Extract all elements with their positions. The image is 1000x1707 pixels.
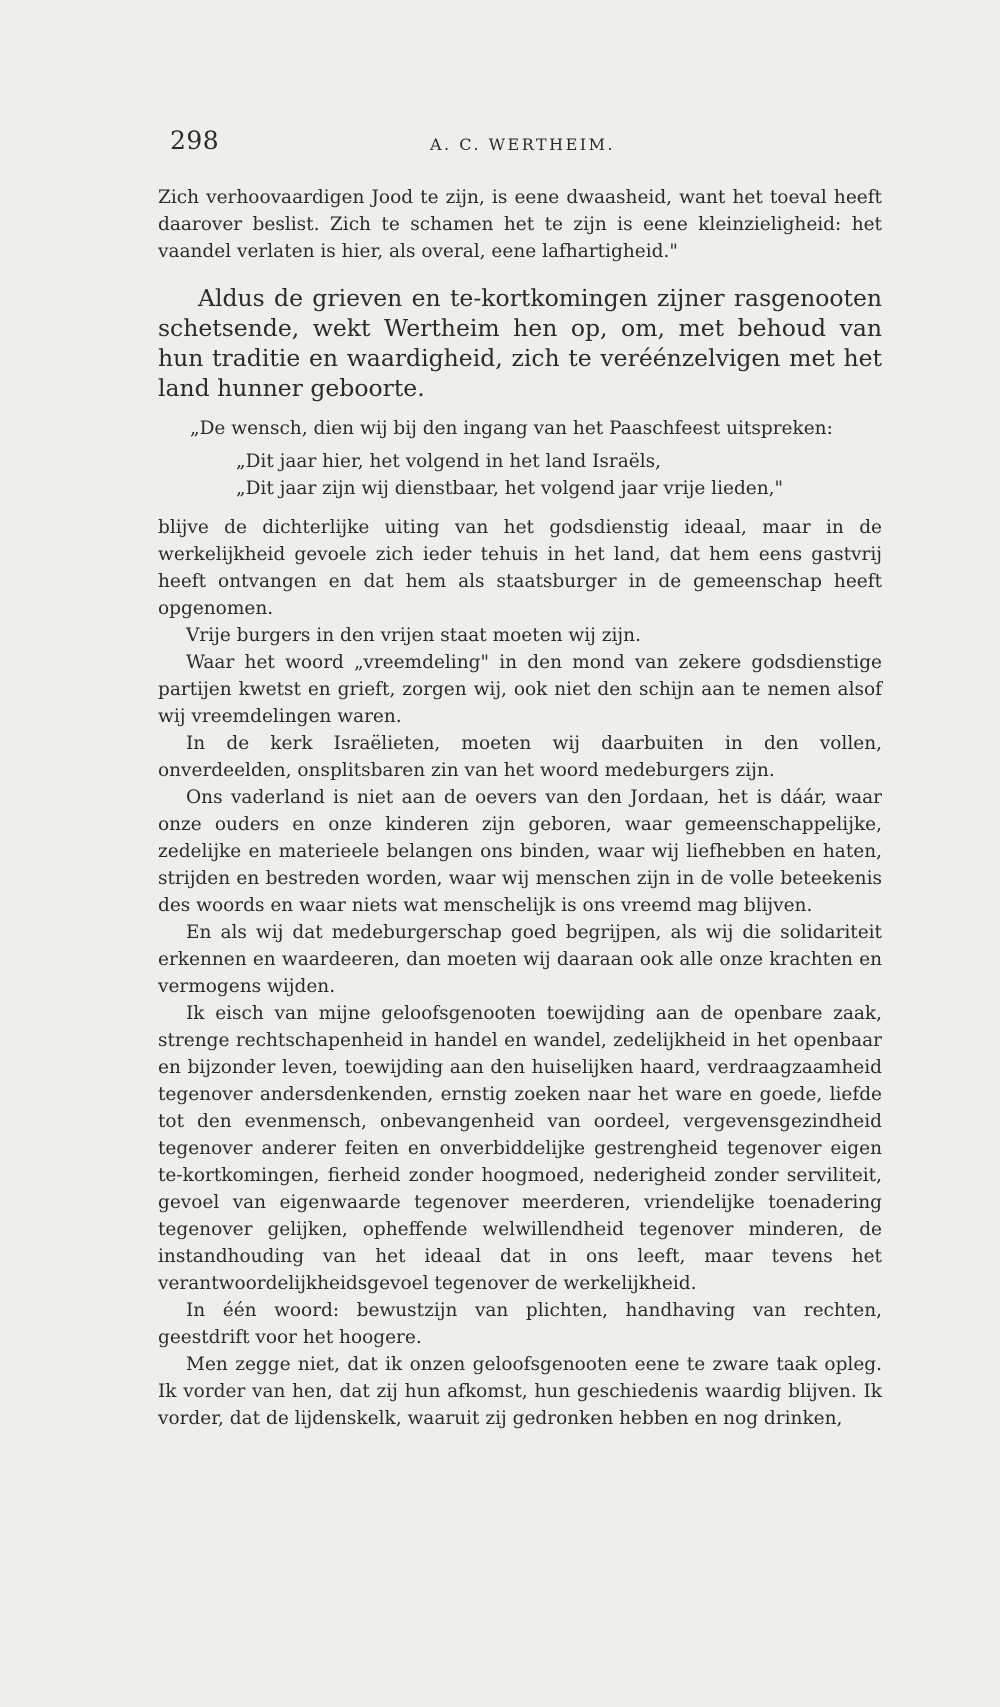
paragraph: Men zegge niet, dat ik onzen geloofsgenooten eene te zware taak opleg. Ik vorder van hen, dat zij hun afkomst, hun geschiedenis waardig blijven. Ik vorder, dat de lijdenskelk, waaruit zij gedronken hebben en nog drinken, [158,1354,882,1429]
paragraph-aldus: Aldus de grieven en te-kortkomingen zijner rasgenooten schetsende, wekt Wertheim hen op, om, met behoud van hun traditie en waardigheid, zich te veréénzelvigen met het land hunner geboorte. [158,284,882,402]
paragraph-quote-end: Zich verhoovaardigen Jood te zijn, is eene dwaasheid, want het toeval heeft daarover beslist. Zich te schamen het te zijn is eene kleinzieligheid: het vaandel verlaten is hier, als overal, eene lafhartigheid." [158,187,882,262]
page-header [170,126,882,162]
paragraph: En als wij dat medeburgerschap goed begrijpen, als wij die solidariteit erkennen en waardeeren, dan moeten wij daaraan ook alle onze krachten en vermogens wijden. [158,922,882,997]
paragraph: Vrije burgers in den vrijen staat moeten wij zijn. [186,625,641,646]
page-number: 298 [170,126,220,155]
body-text [158,184,882,1432]
running-head: A. C. WERTHEIM. [430,135,616,154]
verse-line: „Dit jaar hier, het volgend in het land Israëls, [236,451,662,472]
paragraph: In de kerk Israëlieten, moeten wij daarbuiten in den vollen, onverdeelden, onsplitsbaren zin van het woord medeburgers zijn. [158,733,882,781]
paragraph: Ik eisch van mijne geloofsgenooten toewijding aan de openbare zaak, strenge rechtschapenheid in handel en wandel, zedelijkheid in het openbaar en bijzonder leven, toewijding aan den huiselijken haard, verdraagzaamheid tegenover andersdenkenden, ernstig zoeken naar het ware en goede, liefde tot den evenmensch, onbevangenheid van oordeel, vergevensgezindheid tegenover anderer feiten en onverbiddelijke gestrengheid tegenover eigen te-kortkomingen, fierheid zonder hoogmoed, nederigheid zonder serviliteit, gevoel van eigenwaarde tegenover meerderen, vriendelijke toenadering tegenover gelijken, opheffende welwillendheid tegenover minderen, de instandhouding van het ideaal dat in ons leeft, maar tevens het verantwoordelijkheidsgevoel tegenover de werkelijkheid. [158,1003,882,1294]
paragraph: In één woord: bewustzijn van plichten, handhaving van rechten, geestdrift voor het hoogere. [158,1300,882,1348]
verse-quote [158,448,882,502]
paragraph: Waar het woord „vreemdeling" in den mond van zekere godsdienstige partijen kwetst en grieft, zorgen wij, ook niet den schijn aan te nemen alsof wij vreemdelingen waren. [158,652,882,727]
paragraph: Ons vaderland is niet aan de oevers van den Jordaan, het is dáár, waar onze ouders en onze kinderen zijn geboren, waar gemeenschappelijke, zedelijke en materieele belangen ons binden, waar wij liefhebben en haten, strijden en bestreden worden, waar wij menschen zijn in de volle beteekenis des woords en waar niets wat menschelijk is ons vreemd mag blijven. [158,787,882,916]
paragraph-wensch: „De wensch, dien wij bij den ingang van het Paaschfeest uitspreken: [190,418,833,439]
verse-line: „Dit jaar zijn wij dienstbaar, het volgend jaar vrije lieden," [236,478,784,499]
paragraph: blijve de dichterlijke uiting van het godsdienstig ideaal, maar in de werkelijkheid gevoele zich ieder tehuis in het land, dat hem eens gastvrij heeft ontvangen en dat hem als staatsburger in de gemeenschap heeft opgenomen. [158,517,882,619]
